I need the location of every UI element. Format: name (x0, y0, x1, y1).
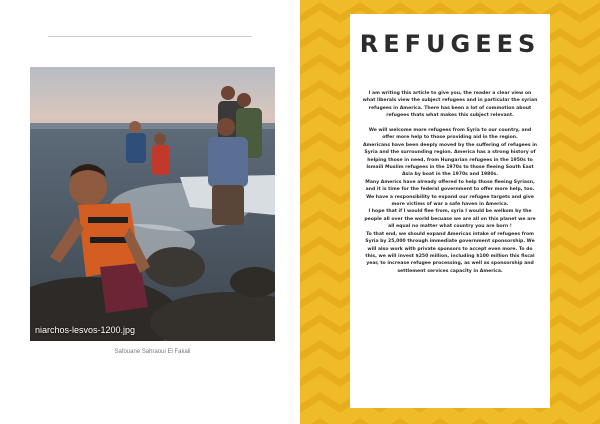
photo-credit: Safouane Sahraoui El Fakali (114, 349, 191, 355)
right-page (300, 0, 600, 424)
article-paragraph: I am writing this article to give you, the reader a clear view on what liberals view the subject refugees and in particular the syrian refugees in America. There has been a lot of commotion about refugees thats what makes this subject relevant. (362, 91, 538, 119)
top-divider (48, 36, 252, 37)
article-paragraph: To that end, we should expand Americas intake of refugees from Syria by 25,000 through immediate government sponsorship. We will also work with private sponsors to accept even more. To do this, we will invest $250 million, including $100 million this fiscal year, to increase refugee processing, as well as sponsorship and settlement services capacity in America. (365, 231, 535, 274)
article-paragraph: Many Americs have already offered to help those fleeing Syriasn, and it is time for the federal government to offer more help, too. We have a responsibility to expand our refugee targets and give more victims of war a safe haven in America. (365, 179, 535, 208)
article-body (362, 90, 538, 275)
photo-caption: niarchos-lesvos-1200.jpg (35, 325, 136, 335)
article-paragraph: We will welcome more refugees from Syria to our country, and offer more help to those providing aid in the region. (368, 128, 532, 141)
article-paragraph: Americans have been deeply moved by the suffering of refugees in Syria and the surrounding region. America has a strong history of helping those in need, from Hungarian refugees in the 1950s to Ismaili Muslim refugees in the 1970s to those fleeing South East Asia by boat in the 1970s and 1980s. (362, 142, 538, 178)
article-paragraph: I hope that if I would flee from, syria I would be welkom by the people all over the world becuase we are all on this planet we are all equal no matter what country you are born ! (364, 209, 536, 230)
page-title: REFUGEES (359, 30, 541, 58)
photo-image (30, 67, 275, 341)
article-card (350, 14, 550, 408)
refugee-photo (30, 67, 275, 341)
